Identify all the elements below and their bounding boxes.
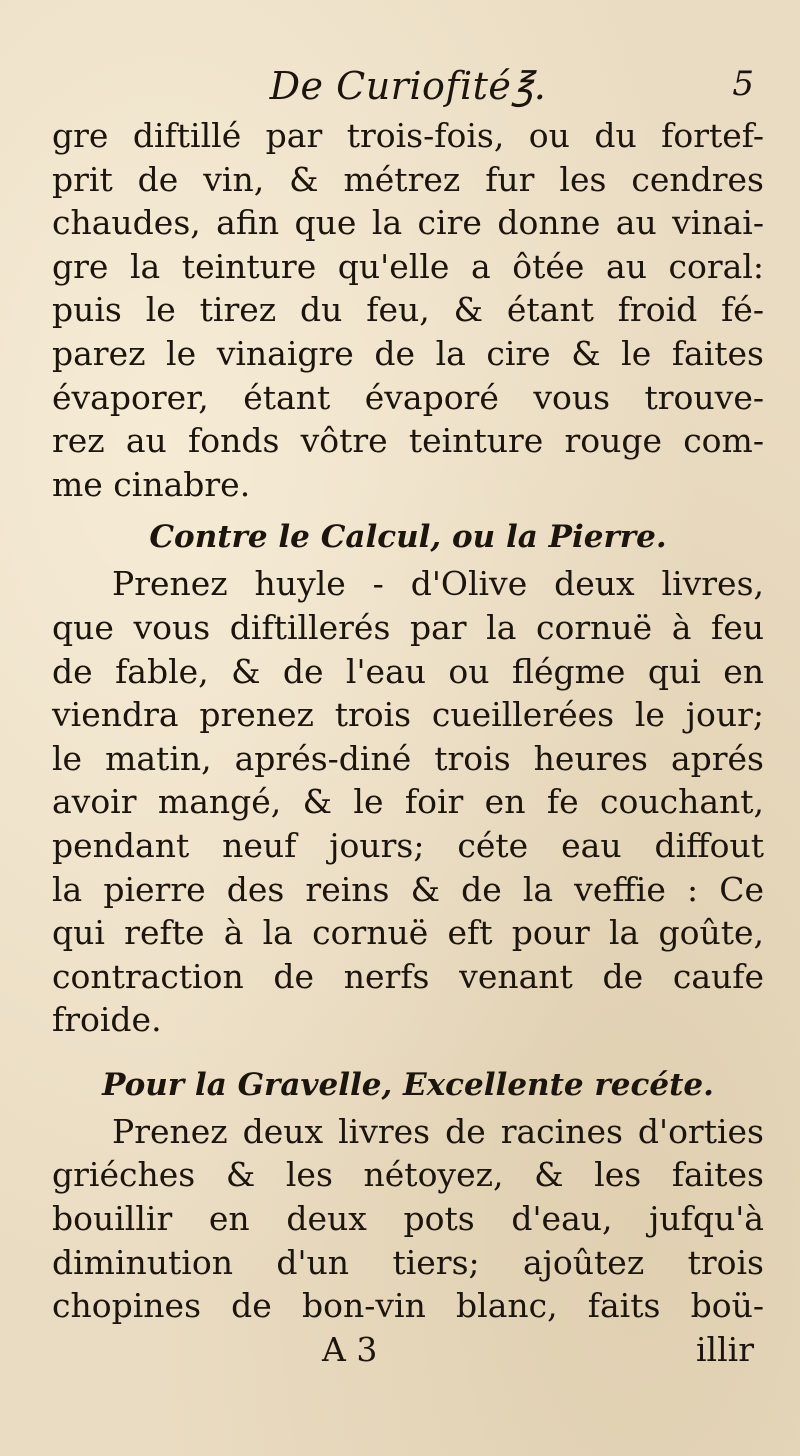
text-line: contraction de nerfs venant de caufe <box>52 956 764 996</box>
running-head <box>52 58 764 114</box>
section-heading-calcul: Contre le Calcul, ou la Pierre. <box>149 519 667 556</box>
text-line: de fable, & de l'eau ou flégme qui en <box>52 651 764 691</box>
text-line: me cinabre. <box>52 464 251 504</box>
page-number: 5 <box>732 64 754 104</box>
paragraph-1 <box>52 114 764 506</box>
text-line: gre diftillé par trois-fois, ou du fortef- <box>52 116 764 155</box>
catchword: illir <box>696 1329 754 1369</box>
text-line: Prenez huyle - d'Olive deux livres, <box>112 564 764 604</box>
paragraph-gravelle <box>52 1110 764 1328</box>
text-line: viendra prenez trois cueillerées le jour; <box>52 695 764 735</box>
text-block <box>52 58 764 1372</box>
text-line: gre la teinture qu'elle a ôtée au coral: <box>52 246 764 286</box>
text-line: avoir mangé, & le foir en fe couchant, <box>52 782 764 822</box>
text-line: griéches & les nétoyez, & les faites <box>52 1155 764 1195</box>
text-line: qui refte à la cornuë eft pour la goûte, <box>52 913 764 953</box>
text-line: Prenez deux livres de racines d'orties <box>112 1111 764 1151</box>
paragraph-calcul <box>52 562 764 1042</box>
text-line: évaporer, étant évaporé vous trouve- <box>52 377 764 417</box>
text-line: que vous diftillerés par la cornuë à feu <box>52 607 764 647</box>
text-line: bouillir en deux pots d'eau, jufqu'à <box>52 1199 764 1239</box>
section-heading-gravelle: Pour la Gravelle, Excellente recéte. <box>102 1066 714 1103</box>
text-line: chopines de bon-vin blanc, faits boü- <box>52 1286 764 1326</box>
text-line: puis le tirez du feu, & étant froid fé- <box>52 290 764 330</box>
text-line: rez au fonds vôtre teinture rouge com- <box>52 421 764 461</box>
running-title: De Curiofité℥. <box>269 64 547 108</box>
text-line: la pierre des reins & de la veffie : Ce <box>52 869 764 909</box>
signature-mark: A 3 <box>322 1329 378 1369</box>
text-line: parez le vinaigre de la cire & le faites <box>52 333 764 373</box>
text-line: froide. <box>52 1000 162 1040</box>
text-line: chaudes, afin que la cire donne au vinai- <box>52 203 764 243</box>
footer-line <box>52 1328 764 1372</box>
text-line: pendant neuf jours; céte eau diffout <box>52 825 764 865</box>
text-line: prit de vin, & métrez fur les cendres <box>52 159 764 199</box>
text-line: le matin, aprés-diné trois heures aprés <box>52 738 764 778</box>
text-line: diminution d'un tiers; ajoûtez trois <box>52 1242 764 1282</box>
